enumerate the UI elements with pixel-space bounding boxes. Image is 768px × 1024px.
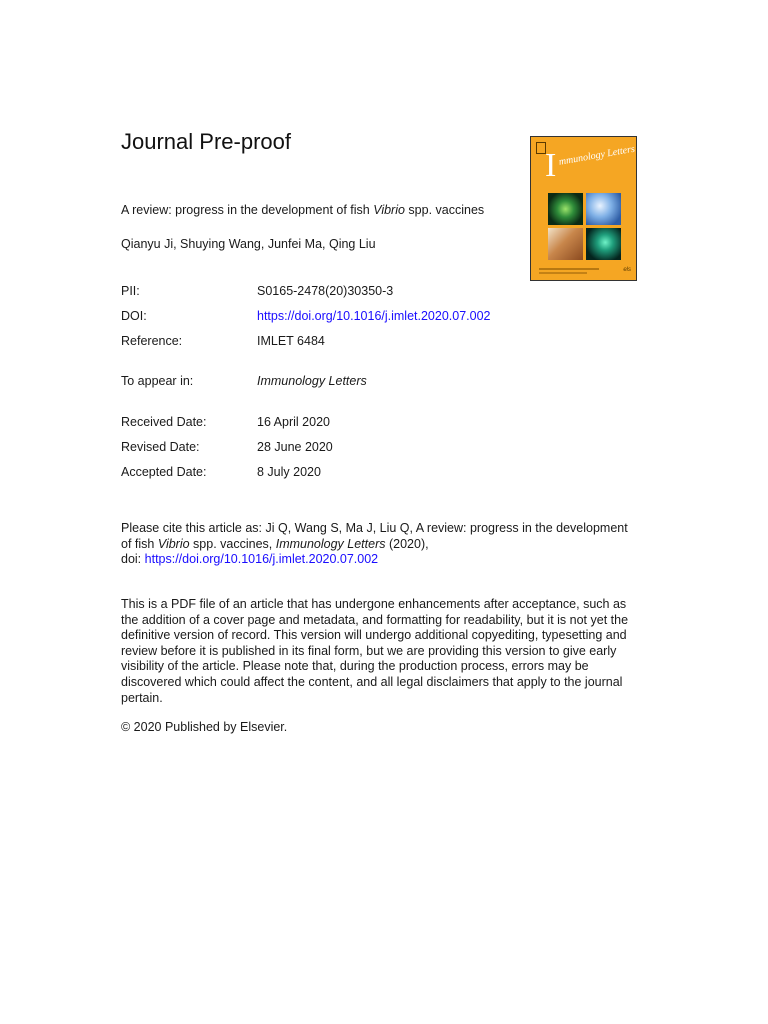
citation-doi-link[interactable]: https://doi.org/10.1016/j.imlet.2020.07.002 xyxy=(144,552,379,567)
meta-value: 16 April 2020 xyxy=(257,415,330,429)
meta-label: PII: xyxy=(121,284,140,298)
cover-footer-line xyxy=(539,272,587,274)
cover-image-tile xyxy=(548,193,583,225)
meta-label: Revised Date: xyxy=(121,440,200,454)
cover-publisher-mark: els xyxy=(623,267,631,273)
page-heading: Journal Pre-proof xyxy=(121,129,291,154)
meta-label: Accepted Date: xyxy=(121,465,207,479)
disclaimer-paragraph: This is a PDF file of an article that has undergone enhancements after acceptance, such as the addition of a cover page and metadata, and formatting for readability, but it is not yet the definitive version of record. This version will undergo additional copyediting, typesetting and review before it is published in its final form, but we are providing this version to give early visibility of the article. Please note that, during the production process, errors may be discovered which could affect the content, and all legal disclaimers that apply to the journal pertain. xyxy=(121,597,629,705)
cover-footer-line xyxy=(539,268,599,270)
cover-image-tile xyxy=(586,228,621,260)
cover-image-tile xyxy=(586,193,621,225)
meta-label: Reference: xyxy=(121,334,183,348)
cover-initial: I xyxy=(545,147,557,184)
citation-paragraph: Please cite this article as: Ji Q, Wang S, Ma J, Liu Q, A review: progress in the development of fish Vibrio spp. vaccines, Immunology Letters (2020), doi: https://doi.org/10.1016/j.imlet.2020.07.002 xyxy=(121,521,628,567)
meta-label: DOI: xyxy=(121,309,147,323)
meta-value: 28 June 2020 xyxy=(257,440,333,454)
article-authors: Qianyu Ji, Shuying Wang, Junfei Ma, Qing Liu xyxy=(121,237,376,251)
cover-journal-title: mmunology Letters xyxy=(558,143,636,168)
doi-link[interactable]: https://doi.org/10.1016/j.imlet.2020.07.002 xyxy=(257,309,491,323)
cover-image-tile xyxy=(548,228,583,260)
meta-value: IMLET 6484 xyxy=(257,334,325,348)
journal-cover-image xyxy=(530,136,637,281)
meta-label: Received Date: xyxy=(121,415,207,429)
article-title: A review: progress in the development of fish Vibrio spp. vaccines xyxy=(121,203,485,217)
meta-value: Immunology Letters xyxy=(257,374,367,388)
meta-value: 8 July 2020 xyxy=(257,465,321,479)
meta-value: S0165-2478(20)30350-3 xyxy=(257,284,394,298)
copyright-notice: © 2020 Published by Elsevier. xyxy=(121,720,288,734)
meta-label: To appear in: xyxy=(121,374,194,388)
